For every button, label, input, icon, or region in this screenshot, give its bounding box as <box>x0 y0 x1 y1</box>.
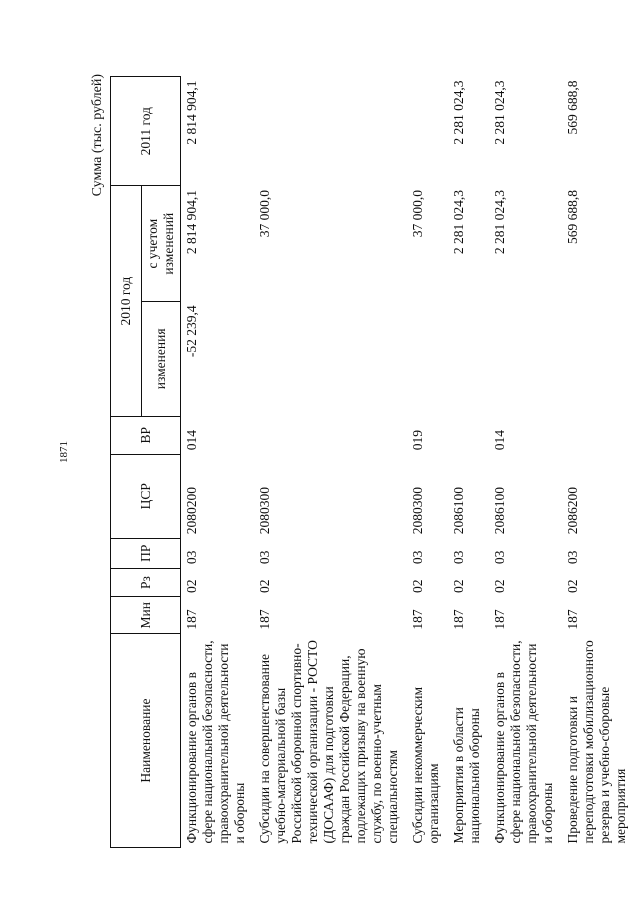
row-rz: 02 <box>410 579 425 593</box>
row-changes <box>407 301 448 416</box>
row-pr: 03 <box>184 550 199 565</box>
row-2011 <box>254 77 407 186</box>
row-pr: 03 <box>410 550 425 565</box>
row-csr: 2080300 <box>410 487 425 535</box>
row-vr: 019 <box>410 430 425 451</box>
header-pr: ПР <box>111 538 181 568</box>
header-year-2010: 2010 год <box>111 186 142 416</box>
table-row <box>448 77 489 848</box>
row-min: 187 <box>451 609 466 630</box>
header-changes: изменения <box>142 301 181 416</box>
row-with-changes: 569 688,8 <box>565 189 580 244</box>
row-with-changes: 37 000,0 <box>257 189 272 238</box>
row-name: Проведение подготовки и переподготовки мобилизационного резерва и учебно-сборовые мероприятия <box>565 640 628 844</box>
row-vr: 014 <box>492 430 507 451</box>
row-pr: 03 <box>565 550 580 565</box>
row-with-changes: 2 281 024,3 <box>492 189 507 255</box>
row-min: 187 <box>410 609 425 630</box>
row-name: Мероприятия в области национальной обороны <box>451 707 482 844</box>
row-min: 187 <box>257 609 272 630</box>
header-min: Мин <box>111 597 181 634</box>
row-csr: 2080300 <box>257 487 272 535</box>
header-rz: Рз <box>111 568 181 597</box>
row-2011: 569 688,8 <box>565 80 580 135</box>
row-name: Функционирование органов в сфере национальной безопасности, правоохранительной деятельности и обороны <box>184 640 247 844</box>
header-name: Наименование <box>111 634 181 848</box>
row-changes <box>562 301 635 416</box>
page-number: 1871 <box>58 441 70 463</box>
row-changes: -52 239,4 <box>184 305 199 358</box>
row-vr <box>254 416 407 454</box>
row-name: Субсидии некоммерческим организациям <box>410 686 441 844</box>
row-csr: 2080200 <box>184 487 199 535</box>
row-with-changes: 2 281 024,3 <box>451 189 466 255</box>
row-csr: 2086100 <box>451 487 466 535</box>
row-2011: 2 281 024,3 <box>492 80 507 145</box>
row-vr <box>448 416 489 454</box>
row-2011: 2 814 904,1 <box>184 80 199 145</box>
row-pr: 03 <box>257 550 272 565</box>
header-vr: ВР <box>111 416 181 454</box>
table-row <box>181 77 255 848</box>
header-with-changes: с учетом изменений <box>142 186 181 301</box>
table-row <box>254 77 407 848</box>
budget-table <box>110 76 635 848</box>
header-csr: ЦСР <box>111 454 181 538</box>
row-vr: 014 <box>184 430 199 451</box>
row-changes <box>489 301 562 416</box>
table-row <box>562 77 635 848</box>
row-changes <box>448 301 489 416</box>
row-2011 <box>407 77 448 186</box>
row-changes <box>254 301 407 416</box>
rotated-budget-table-page <box>82 52 628 852</box>
table-row <box>407 77 448 848</box>
row-with-changes: 37 000,0 <box>410 189 425 238</box>
row-name: Субсидии на совершенствование учебно-материальной базы Российской оборонной спортивно-технической организации - РОСТО (ДОСААФ) для подготовки граждан Российской Федерации, подлежащих призыву на военную службу, по военно-учетным специальностям <box>257 640 400 844</box>
row-rz: 02 <box>257 579 272 593</box>
row-csr: 2086100 <box>492 487 507 535</box>
row-with-changes: 2 814 904,1 <box>184 189 199 255</box>
row-2011: 2 281 024,3 <box>451 80 466 145</box>
row-vr <box>562 416 635 454</box>
row-min: 187 <box>184 609 199 630</box>
row-min: 187 <box>565 609 580 630</box>
row-pr: 03 <box>492 550 507 565</box>
row-rz: 02 <box>451 579 466 593</box>
table-row <box>489 77 562 848</box>
row-pr: 03 <box>451 550 466 565</box>
row-rz: 02 <box>184 579 199 593</box>
row-rz: 02 <box>565 579 580 593</box>
row-min: 187 <box>492 609 507 630</box>
row-csr: 2086200 <box>565 487 580 535</box>
unit-label: Сумма (тыс. рублей) <box>90 74 105 197</box>
header-year-2011: 2011 год <box>111 77 181 186</box>
row-name: Функционирование органов в сфере национальной безопасности, правоохранительной деятельности и обороны <box>492 640 555 844</box>
row-rz: 02 <box>492 579 507 593</box>
